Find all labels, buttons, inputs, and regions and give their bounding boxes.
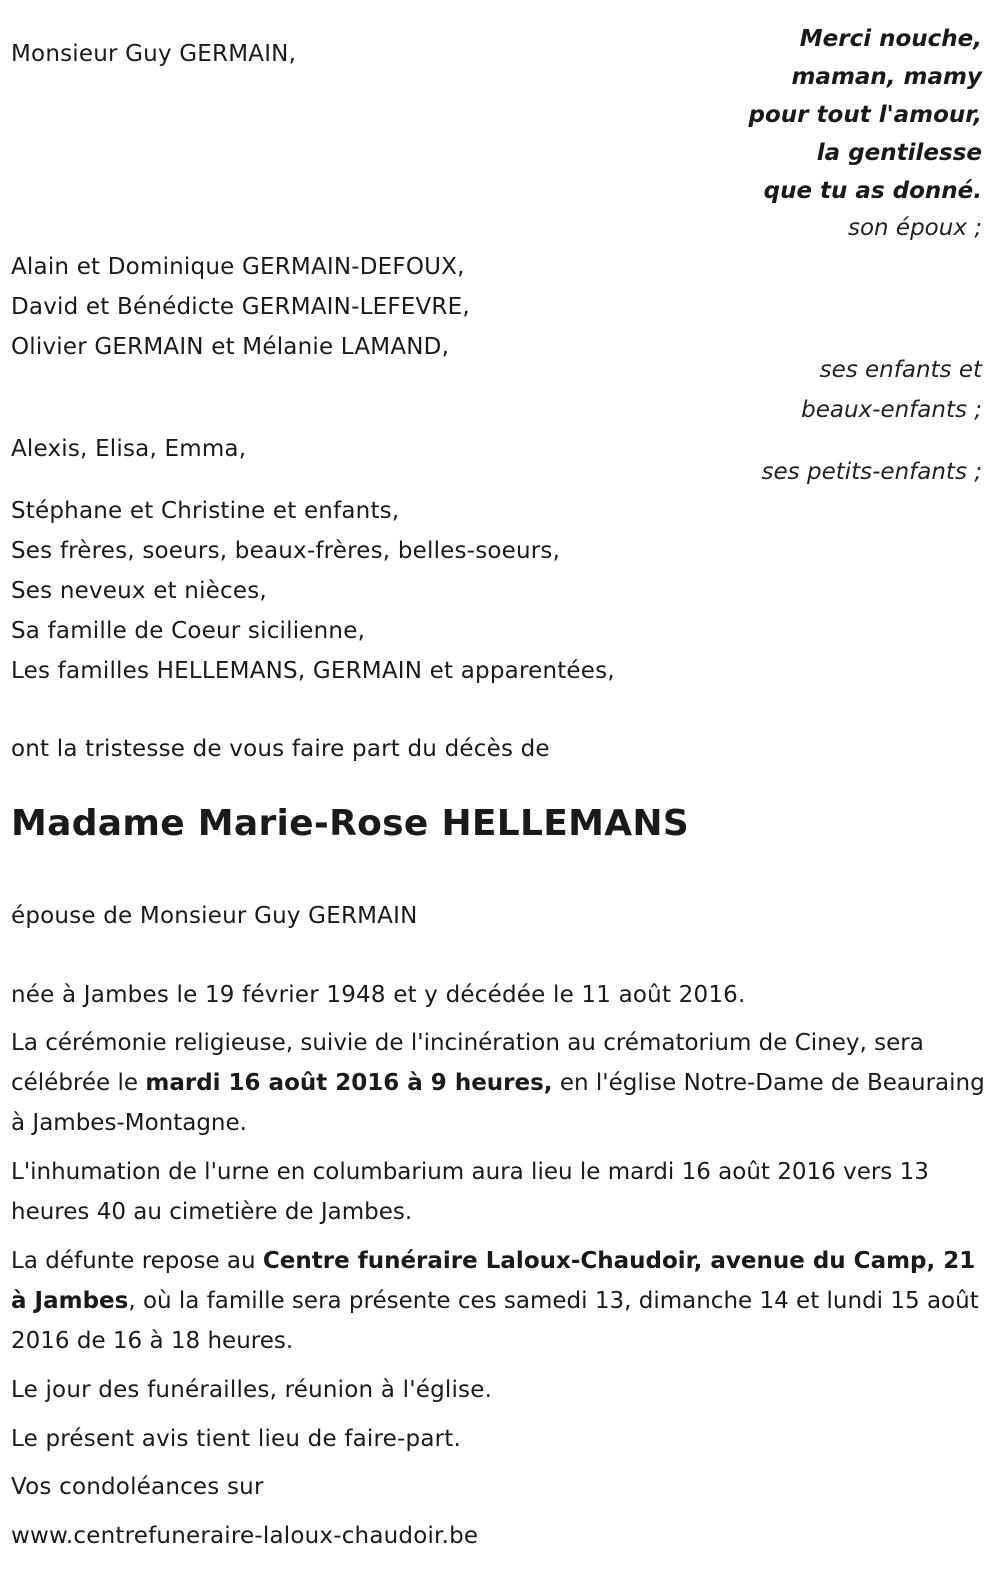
repose-text: La défunte repose au bbox=[11, 1248, 263, 1274]
quote-line: Merci nouche, bbox=[799, 26, 982, 52]
announcement: ont la tristesse de vous faire part du décès de bbox=[11, 736, 550, 762]
condolences: Vos condoléances sur bbox=[11, 1474, 264, 1500]
list-item: Alain et Dominique GERMAIN-DEFOUX, bbox=[11, 254, 465, 280]
quote-line: maman, mamy bbox=[791, 64, 982, 90]
repose-paragraph bbox=[11, 1241, 986, 1361]
list-item: Ses frères, soeurs, beaux-frères, belles-soeurs, bbox=[11, 538, 561, 564]
grandchildren: Alexis, Elisa, Emma, bbox=[11, 436, 247, 462]
quote-block bbox=[749, 20, 982, 210]
funeral-home: Centre funéraire Laloux-Chaudoir, avenue du Camp, 21 à Jambes bbox=[11, 1248, 976, 1314]
list-item: Sa famille de Coeur sicilienne, bbox=[11, 618, 366, 644]
role-children bbox=[801, 350, 982, 430]
role-children-line-1: ses enfants et bbox=[819, 357, 982, 383]
list-item: Stéphane et Christine et enfants, bbox=[11, 498, 400, 524]
relatives-list bbox=[11, 491, 615, 691]
role-children-line-2: beaux-enfants ; bbox=[801, 397, 982, 423]
repose-hours: , où la famille sera présente ces samedi 13, dimanche 14 et lundi 15 août 2016 de 16 à 18 heures. bbox=[11, 1288, 979, 1354]
birth-death: née à Jambes le 19 février 1948 et y décédée le 11 août 2016. bbox=[11, 982, 746, 1008]
funeral-day: Le jour des funérailles, réunion à l'église. bbox=[11, 1377, 493, 1403]
ceremony-date: mardi 16 août 2016 à 9 heures, bbox=[145, 1070, 553, 1096]
addressee: Monsieur Guy GERMAIN, bbox=[11, 41, 297, 67]
ceremony-text: La cérémonie religieuse, suivie de l'incinération au crématorium de Ciney, sera célébrée le bbox=[11, 1030, 924, 1096]
list-item: Les familles HELLEMANS, GERMAIN et apparentées, bbox=[11, 658, 615, 684]
spouse-line: épouse de Monsieur Guy GERMAIN bbox=[11, 903, 418, 929]
children-list bbox=[11, 247, 470, 367]
list-item: Ses neveux et nièces, bbox=[11, 578, 267, 604]
quote-line: que tu as donné. bbox=[763, 178, 982, 204]
ceremony-location: en l'église Notre-Dame de Beauraing à Jambes-Montagne. bbox=[11, 1070, 985, 1136]
quote-line: la gentilesse bbox=[816, 140, 982, 166]
notice: Le présent avis tient lieu de faire-part. bbox=[11, 1426, 462, 1452]
list-item: David et Bénédicte GERMAIN-LEFEVRE, bbox=[11, 294, 470, 320]
ceremony-paragraph bbox=[11, 1023, 986, 1143]
role-grandchildren: ses petits-enfants ; bbox=[761, 459, 982, 485]
deceased-name: Madame Marie-Rose HELLEMANS bbox=[11, 803, 690, 844]
inhumation-paragraph: L'inhumation de l'urne en columbarium aura lieu le mardi 16 août 2016 vers 13 heures 40 au cimetière de Jambes. bbox=[11, 1159, 929, 1225]
quote-line: pour tout l'amour, bbox=[748, 102, 982, 128]
role-spouse: son époux ; bbox=[847, 215, 982, 241]
list-item: Olivier GERMAIN et Mélanie LAMAND, bbox=[11, 334, 450, 360]
website-link[interactable]: www.centrefuneraire-laloux-chaudoir.be bbox=[11, 1523, 479, 1549]
